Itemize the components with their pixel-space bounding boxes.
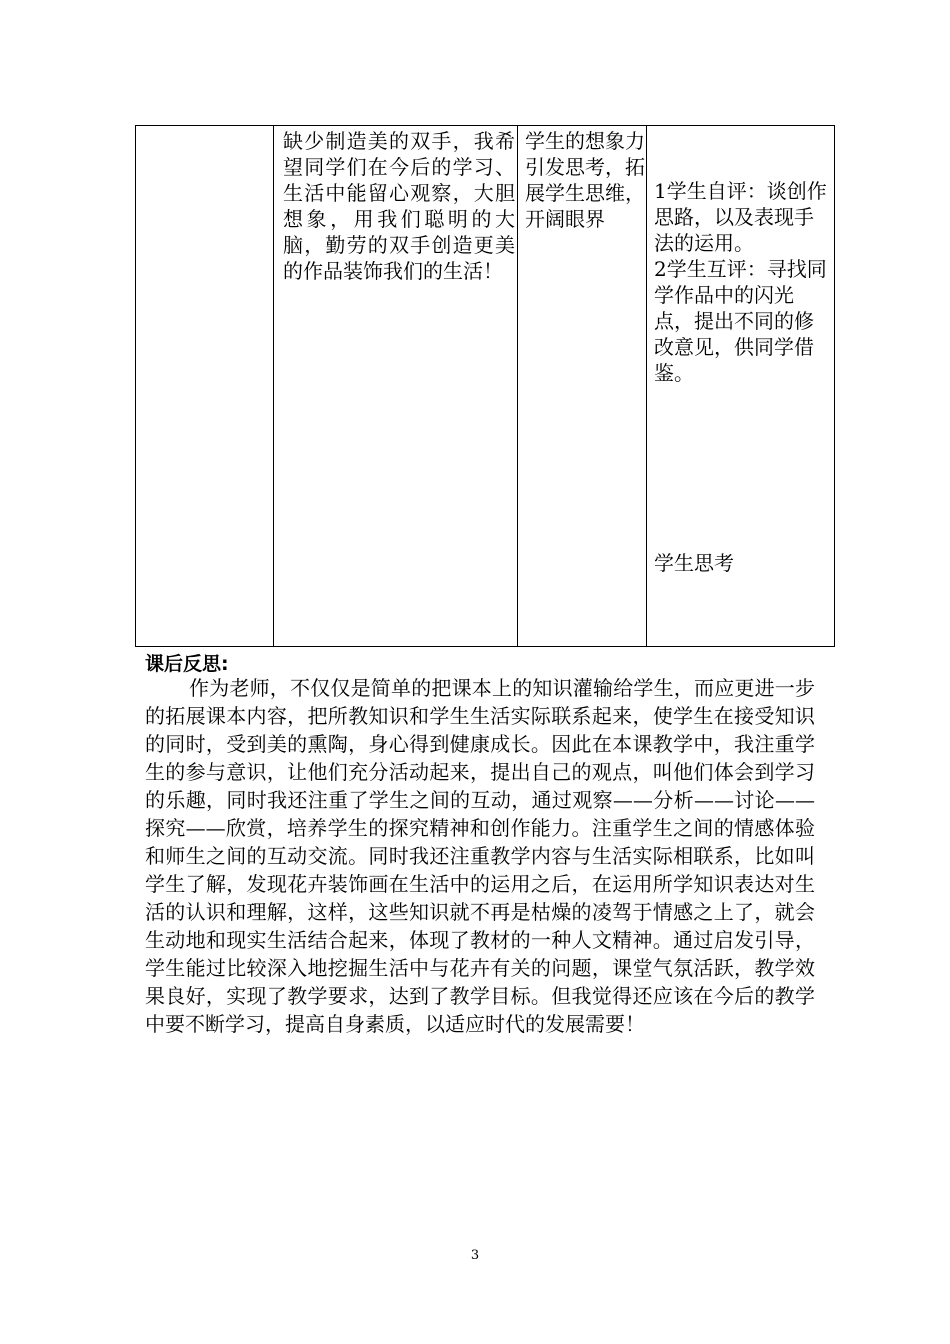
reflection-heading: 课后反思:	[145, 653, 229, 675]
student-activity-cell: 1学生自评：谈创作思路，以及表现手法的运用。 2学生互评：寻找同学作品中的闪光点，提出不同的修改意见，供同学借鉴。	[654, 179, 827, 385]
lesson-table	[135, 125, 835, 647]
teacher-activity-cell: 缺少制造美的双手，我希望同学们在今后的学习、生活中能留心观察，大胆想象，用我们聪明的大脑，勤劳的双手创造更美的作品装饰我们的生活！	[283, 129, 515, 283]
column-divider	[273, 126, 274, 646]
student-thinking-cell: 学生思考	[654, 551, 734, 575]
reflection-paragraph: 作为老师，不仅仅是简单的把课本上的知识灌输给学生，而应更进一步的拓展课本内容，把所教知识和学生生活实际联系起来，使学生在接受知识的同时，受到美的熏陶，身心得到健康成长。因此在本课教学中，我注重学生的参与意识，让他们充分活动起来，提出自己的观点，叫他们体会到学习的乐趣，同时我还注重了学生之间的互动，通过观察——分析——讨论——探究——欣赏，培养学生的探究精神和创作能力。注重学生之间的情感体验和师生之间的互动交流。同时我还注重教学内容与生活实际相联系，比如叫学生了解，发现花卉装饰画在生活中的运用之后，在运用所学知识表达对生活的认识和理解，这样，这些知识就不再是枯燥的凌驾于情感之上了，就会生动地和现实生活结合起来，体现了教材的一种人文精神。通过启发引导，学生能过比较深入地挖掘生活中与花卉有关的问题，课堂气氛活跃，教学效果良好，实现了教学要求，达到了教学目标。但我觉得还应该在今后的教学中要不断学习，提高自身素质，以适应时代的发展需要！	[145, 676, 815, 1036]
page-number: 3	[470, 1248, 480, 1263]
column-divider	[517, 126, 518, 646]
design-intent-cell: 学生的想象力 引发思考，拓展学生思维，开阔眼界	[525, 129, 645, 231]
